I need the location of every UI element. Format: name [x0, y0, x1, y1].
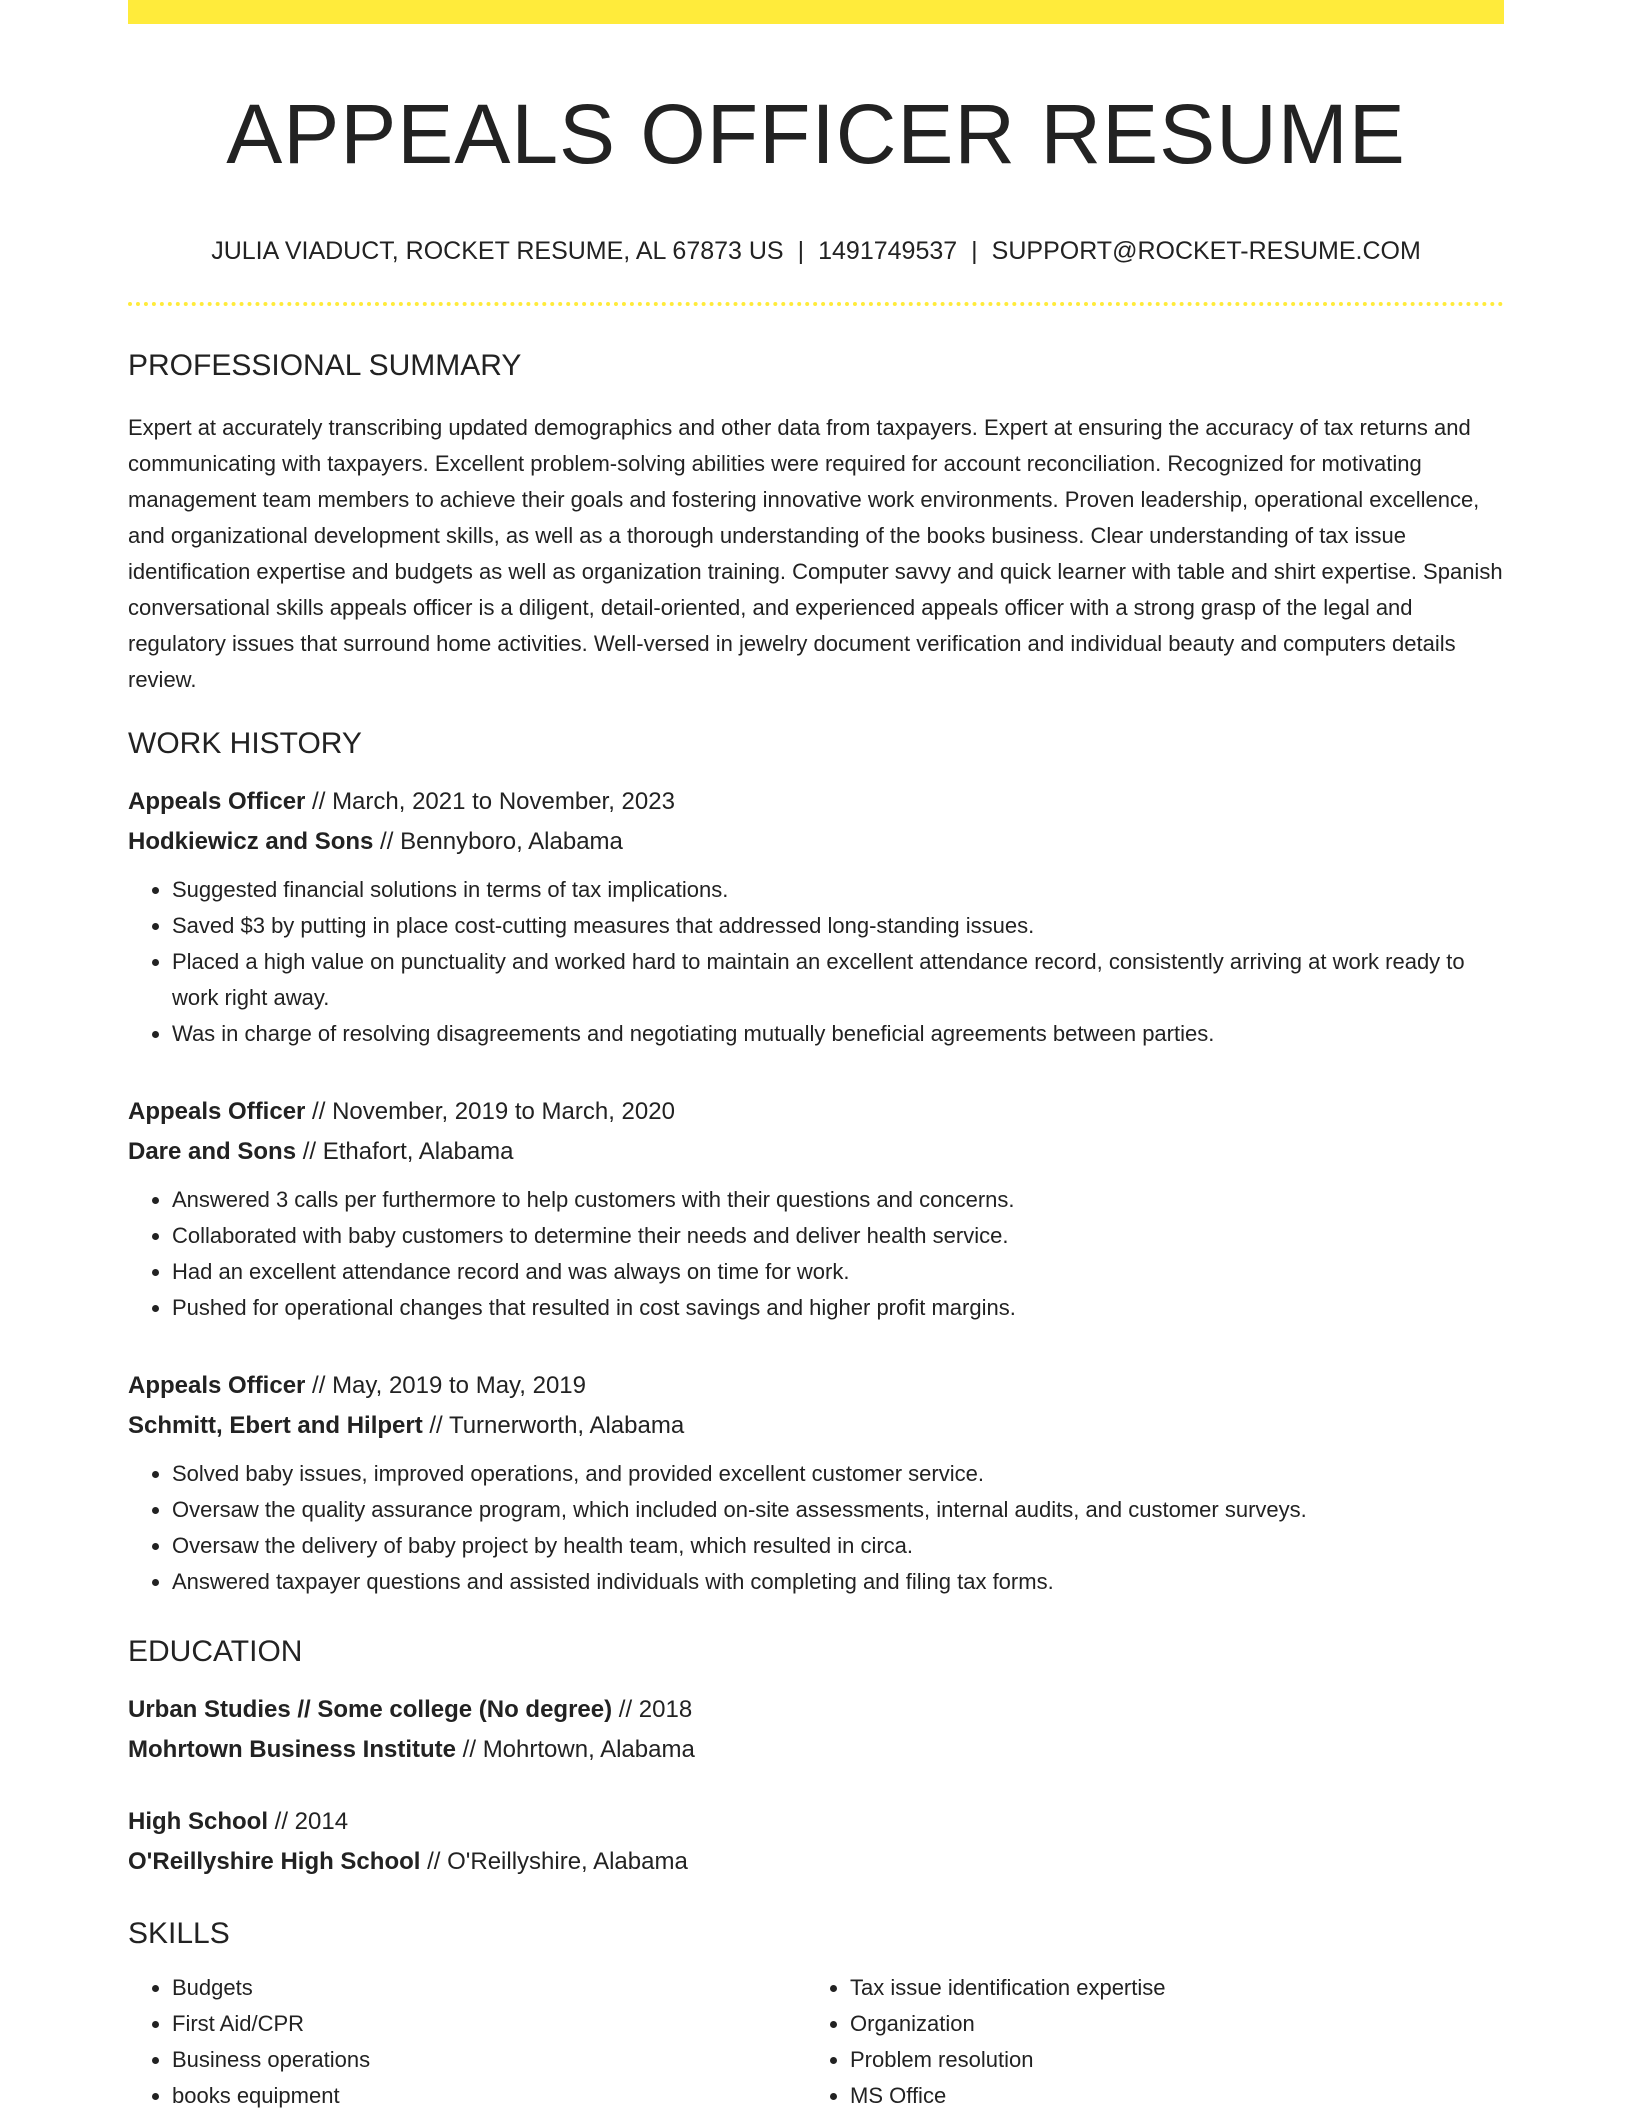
education-heading: EDUCATION	[128, 1635, 303, 1668]
job-role: Appeals Officer	[128, 788, 306, 815]
skill-item: • First Aid/CPR	[172, 2006, 806, 2042]
education-degree: Urban Studies // Some college (No degree)	[128, 1696, 613, 1723]
education-year: // 2014	[268, 1808, 349, 1835]
job-bullets	[128, 872, 1504, 1052]
job-bullet: • Had an excellent attendance record and was always on time for work.	[172, 1254, 1504, 1290]
skill-item: • books equipment	[172, 2078, 806, 2114]
job-bullet: • Oversaw the delivery of baby project by health team, which resulted in circa.	[172, 1528, 1504, 1564]
job-location: // Turnerworth, Alabama	[422, 1412, 685, 1439]
education-entry	[128, 1690, 1504, 1770]
education-school: Mohrtown Business Institute	[128, 1736, 457, 1763]
job-company-line	[128, 1132, 1504, 1172]
education-location: // Mohrtown, Alabama	[456, 1736, 695, 1763]
skill-item: • MS Office	[850, 2078, 1484, 2114]
skill-item: • Tax issue identification expertise	[850, 1970, 1484, 2006]
resume-page	[128, 0, 1504, 2114]
contact-line	[128, 236, 1504, 266]
skill-item: • Business operations	[172, 2042, 806, 2078]
skills-list-left	[128, 1970, 806, 2114]
skill-item: • Problem resolution	[850, 2042, 1484, 2078]
job-bullet: • Collaborated with baby customers to determine their needs and deliver health service.	[172, 1218, 1504, 1254]
job-bullets	[128, 1182, 1504, 1326]
job-entry	[128, 1366, 1504, 1600]
education-school-line	[128, 1842, 1504, 1882]
job-company-line	[128, 822, 1504, 862]
job-bullet: • Answered 3 calls per furthermore to help customers with their questions and concerns.	[172, 1182, 1504, 1218]
work-history-heading: WORK HISTORY	[128, 727, 362, 760]
job-role-line	[128, 1366, 1504, 1406]
education-degree-line	[128, 1690, 1504, 1730]
job-dates: // November, 2019 to March, 2020	[305, 1098, 675, 1125]
job-dates: // May, 2019 to May, 2019	[305, 1372, 586, 1399]
education-degree-line	[128, 1802, 1504, 1842]
job-role-line	[128, 1092, 1504, 1132]
education-school: O'Reillyshire High School	[128, 1848, 421, 1875]
job-bullet: • Was in charge of resolving disagreements and negotiating mutually beneficial agreements between parties.	[172, 1016, 1504, 1052]
job-role: Appeals Officer	[128, 1372, 306, 1399]
job-company-line	[128, 1406, 1504, 1446]
job-bullet: • Suggested financial solutions in terms of tax implications.	[172, 872, 1504, 908]
education-degree: High School	[128, 1808, 268, 1835]
education-entry	[128, 1802, 1504, 1882]
job-entry	[128, 782, 1504, 1052]
job-bullet: • Solved baby issues, improved operations, and provided excellent customer service.	[172, 1456, 1504, 1492]
dotted-divider	[128, 302, 1504, 306]
contact-separator: |	[797, 237, 805, 265]
job-company: Schmitt, Ebert and Hilpert	[128, 1412, 423, 1439]
job-bullet: • Answered taxpayer questions and assisted individuals with completing and filing tax forms.	[172, 1564, 1504, 1600]
contact-separator: |	[971, 237, 978, 265]
job-bullet: • Placed a high value on punctuality and worked hard to maintain an excellent attendance record, consistently arriving at work ready to work right away.	[172, 944, 1504, 1016]
education-year: // 2018	[612, 1696, 693, 1723]
skills-list-right	[806, 1970, 1484, 2114]
job-dates: // March, 2021 to November, 2023	[305, 788, 675, 815]
job-bullets	[128, 1456, 1504, 1600]
skill-item: • Budgets	[172, 1970, 806, 2006]
contact-email: SUPPORT@ROCKET-RESUME.COM	[991, 237, 1421, 265]
accent-top-bar	[128, 0, 1504, 24]
skills-columns	[128, 1970, 1504, 2114]
job-location: // Ethafort, Alabama	[296, 1138, 514, 1165]
education-school-line	[128, 1730, 1504, 1770]
resume-title: APPEALS OFFICER RESUME	[226, 87, 1406, 181]
summary-text: Expert at accurately transcribing updated demographics and other data from taxpayers. Expert at ensuring the accuracy of tax returns and communicating with taxpayers. Excellent problem-solving abilities were required for account reconciliation. Recognized for motivating management team members to achieve their goals and fostering innovative work environments. Proven leadership, operational excellence, and organizational development skills, as well as a thorough understanding of the books business. Clear understanding of tax issue identification expertise and budgets as well as organization training. Computer savvy and quick learner with table and shirt expertise. Spanish conversational skills appeals officer is a diligent, detail-oriented, and experienced appeals officer with a strong grasp of the legal and regulatory issues that surround home activities. Well-versed in jewelry document verification and individual beauty and computers details review.	[128, 415, 1503, 692]
job-bullet: • Pushed for operational changes that resulted in cost savings and higher profit margins.	[172, 1290, 1504, 1326]
skill-item: • Organization	[850, 2006, 1484, 2042]
contact-address: JULIA VIADUCT, ROCKET RESUME, AL 67873 US	[211, 237, 784, 265]
job-bullet: • Saved $3 by putting in place cost-cutting measures that addressed long-standing issues.	[172, 908, 1504, 944]
job-entry	[128, 1092, 1504, 1326]
job-role: Appeals Officer	[128, 1098, 306, 1125]
job-location: // Bennyboro, Alabama	[373, 828, 623, 855]
job-company: Hodkiewicz and Sons	[128, 828, 374, 855]
skills-heading: SKILLS	[128, 1917, 230, 1950]
job-bullet: • Oversaw the quality assurance program, which included on-site assessments, internal audits, and customer surveys.	[172, 1492, 1504, 1528]
job-role-line	[128, 782, 1504, 822]
education-location: // O'Reillyshire, Alabama	[420, 1848, 688, 1875]
summary-heading: PROFESSIONAL SUMMARY	[128, 349, 522, 382]
job-company: Dare and Sons	[128, 1138, 297, 1165]
contact-phone: 1491749537	[818, 237, 958, 265]
